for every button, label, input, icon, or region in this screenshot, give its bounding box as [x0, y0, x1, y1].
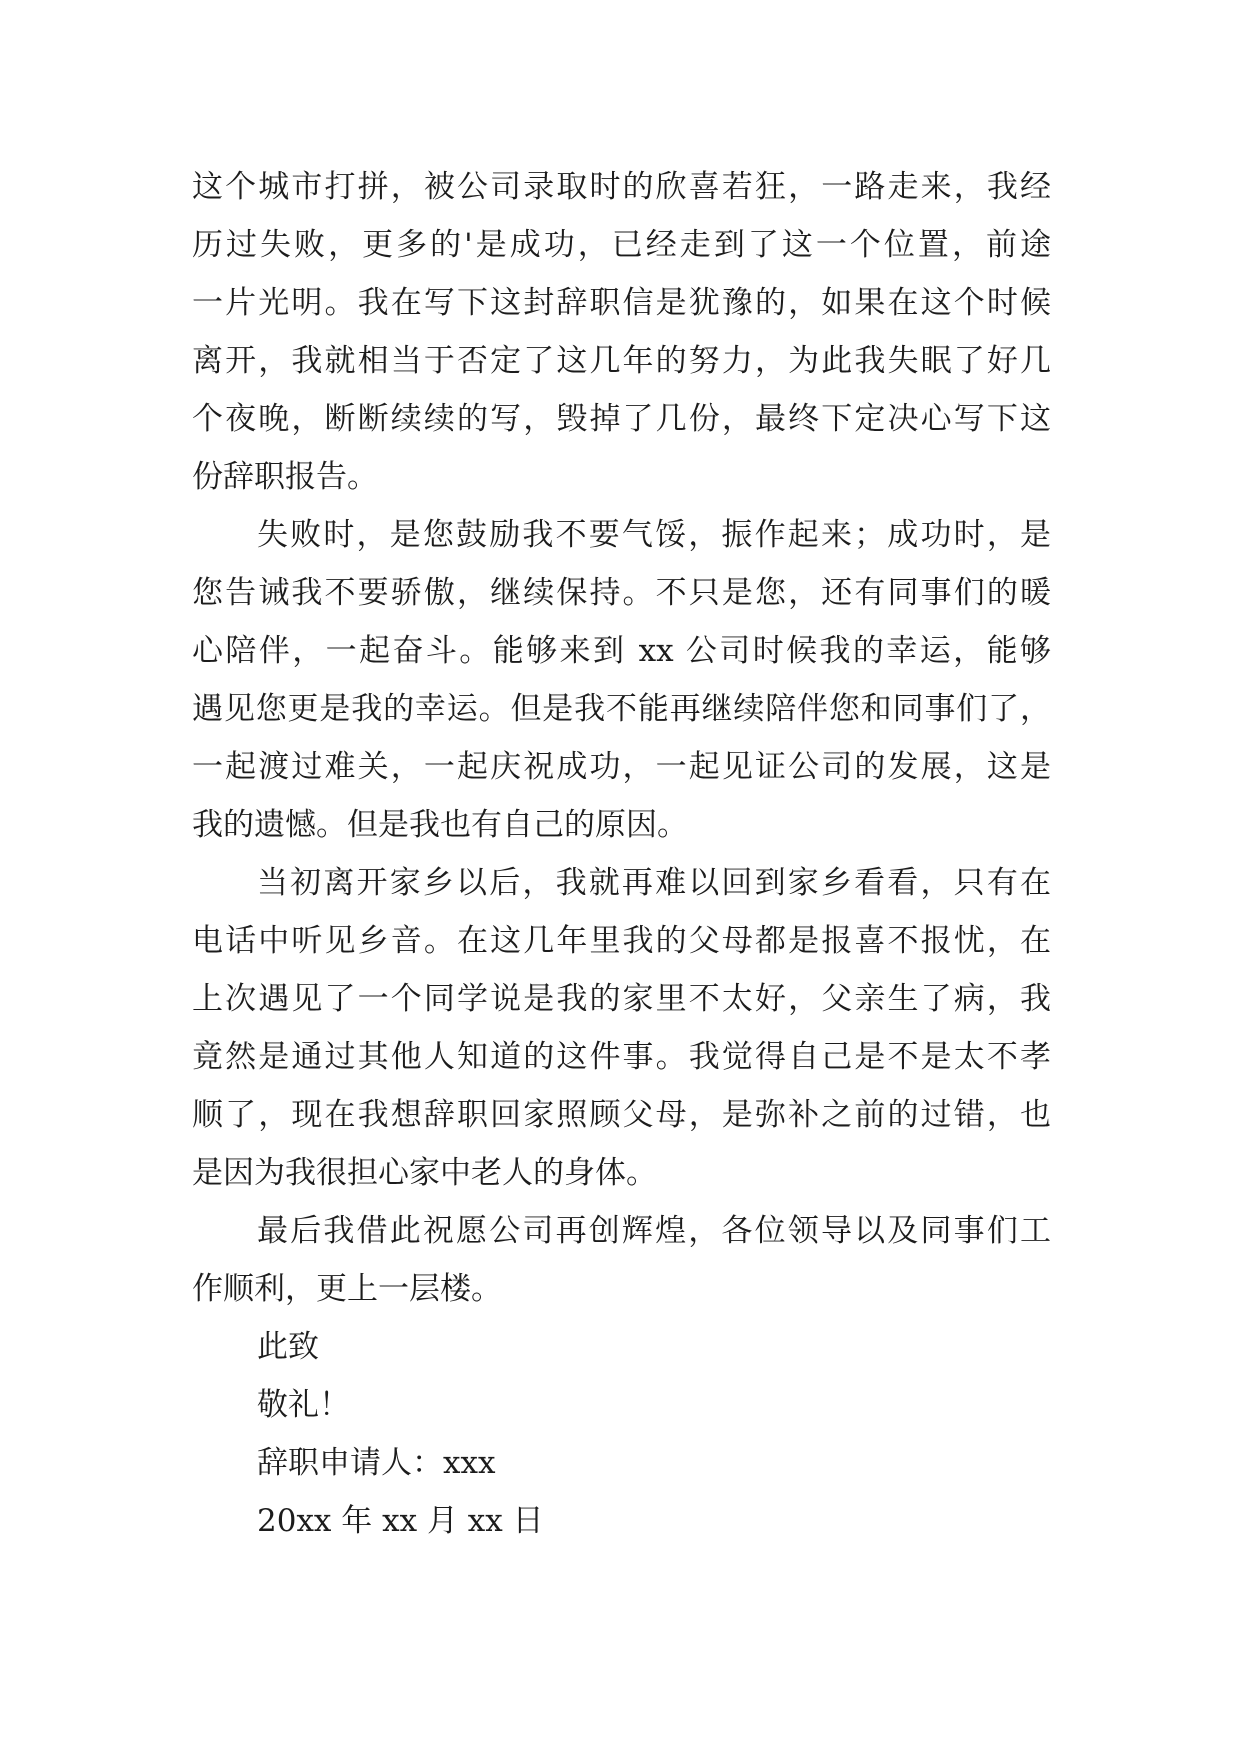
text-line: 最后我借此祝愿公司再创辉煌，各位领导以及同事们工 — [257, 1213, 1051, 1249]
paragraph-wishes — [192, 1202, 1051, 1318]
closing-regards: 敬礼！ — [257, 1387, 350, 1423]
text-line: 当初离开家乡以后，我就再难以回到家乡看看，只有在 — [257, 865, 1051, 901]
paragraph-reason — [192, 854, 1051, 1202]
text-line: 顺了，现在我想辞职回家照顾父母，是弥补之前的过错，也 — [192, 1097, 1051, 1133]
text-line: 心陪伴，一起奋斗。能够来到 xx 公司时候我的幸运，能够 — [192, 633, 1051, 669]
closing-salutation: 此致 — [257, 1329, 319, 1365]
text-line: 上次遇见了一个同学说是我的家里不太好，父亲生了病，我 — [192, 981, 1051, 1017]
text-line: 遇见您更是我的幸运。但是我不能再继续陪伴您和同事们了， — [192, 691, 1051, 727]
text-line: 电话中听见乡音。在这几年里我的父母都是报喜不报忧，在 — [192, 923, 1051, 959]
text-line: 这个城市打拼，被公司录取时的欣喜若狂，一路走来，我经 — [192, 169, 1051, 205]
text-line: 作顺利，更上一层楼。 — [192, 1271, 502, 1307]
text-line: 一起渡过难关，一起庆祝成功，一起见证公司的发展，这是 — [192, 749, 1051, 785]
text-line: 份辞职报告。 — [192, 459, 378, 495]
text-line: 竟然是通过其他人知道的这件事。我觉得自己是不是太不孝 — [192, 1039, 1051, 1075]
paragraph-gratitude — [192, 506, 1051, 854]
text-line: 是因为我很担心家中老人的身体。 — [192, 1155, 657, 1191]
closing-block — [192, 1318, 1051, 1550]
text-line: 失败时，是您鼓励我不要气馁，振作起来；成功时，是 — [257, 517, 1051, 553]
letter-body — [192, 158, 1051, 1550]
text-line: 您告诫我不要骄傲，继续保持。不只是您，还有同事们的暖 — [192, 575, 1051, 611]
text-line: 我的遗憾。但是我也有自己的原因。 — [192, 807, 688, 843]
text-line: 个夜晚，断断续续的写，毁掉了几份，最终下定决心写下这 — [192, 401, 1051, 437]
text-line: 离开，我就相当于否定了这几年的努力，为此我失眠了好几 — [192, 343, 1051, 379]
paragraph-continuation — [192, 158, 1051, 506]
text-line: 历过失败，更多的'是成功，已经走到了这一个位置，前途 — [192, 227, 1051, 263]
text-line: 一片光明。我在写下这封辞职信是犹豫的，如果在这个时候 — [192, 285, 1051, 321]
letter-date: 20xx 年 xx 月 xx 日 — [257, 1503, 544, 1539]
applicant-signature: 辞职申请人：xxx — [257, 1445, 496, 1481]
